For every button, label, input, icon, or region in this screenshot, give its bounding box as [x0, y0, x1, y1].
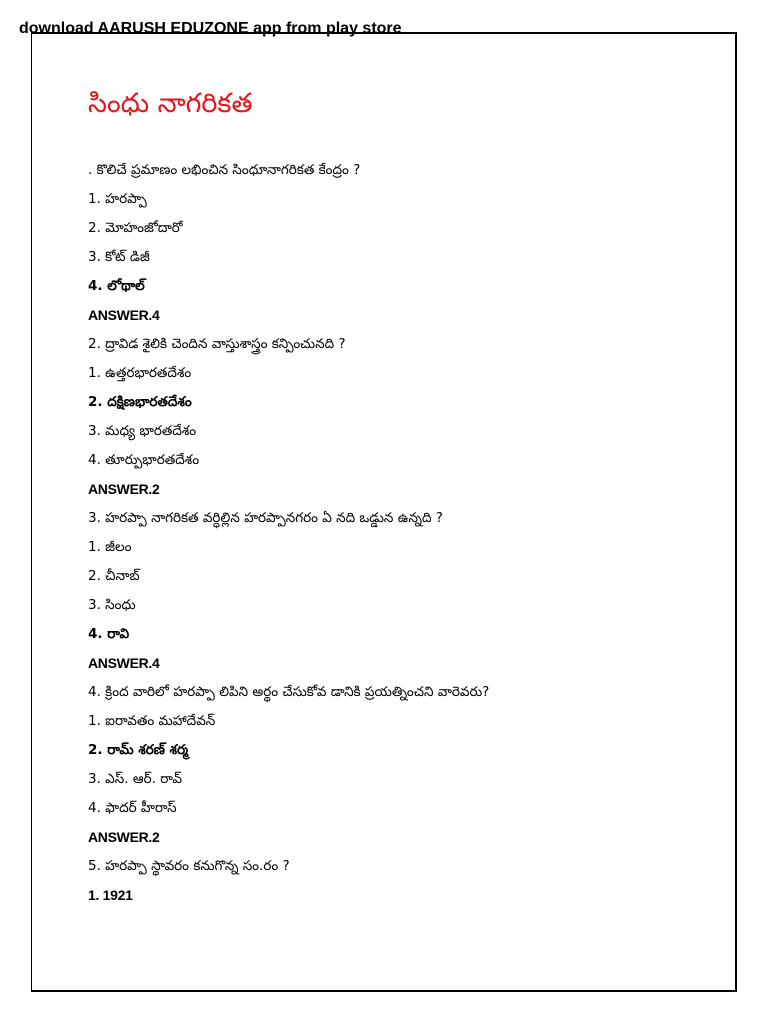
question-line: 2. ద్రావిడ శైలికి చెందిన వాస్తుశాస్త్రం కన్పించునది ?	[88, 336, 346, 352]
option-line: 4. తూర్పుభారతదేశం	[88, 452, 200, 468]
option-line: 2. చీనాబ్	[88, 568, 140, 584]
question-line: 3. హరప్పా నాగరికత వర్ధిల్లిన హరప్పానగరం ఏ నది ఒడ్డున ఉన్నది ?	[88, 510, 443, 526]
answer-line: ANSWER.4	[88, 307, 160, 323]
option-line: 3. మధ్య భారతదేశం	[88, 423, 197, 439]
correct-option-line: 2. రామ్ శరణ్ శర్మ	[88, 742, 189, 758]
option-line: 1. 1921	[88, 887, 133, 903]
answer-line: ANSWER.2	[88, 481, 160, 497]
option-line: 1. జీలం	[88, 539, 132, 555]
correct-option-line: 4. రావి	[88, 626, 130, 642]
option-line: 3. సింధు	[88, 597, 136, 613]
question-line: 5. హరప్పా స్థావరం కనుగొన్న సం.రం ?	[88, 858, 290, 874]
question-line: . కొలిచే ప్రమాణం లభించిన సింధూనాగరికత కేంద్రం ?	[88, 162, 361, 178]
option-line: 1. హరప్పా	[88, 191, 147, 207]
header-banner: download AARUSH EDUZONE app from play store	[19, 20, 402, 37]
correct-option-line: 2. దక్షిణభారతదేశం	[88, 394, 192, 410]
correct-option-line: 4. లోథాల్	[88, 278, 145, 294]
document-title: సింధు నాగరికత	[88, 88, 253, 119]
option-line: 3. కోట్ డిజీ	[88, 249, 150, 265]
answer-line: ANSWER.2	[88, 829, 160, 845]
option-line: 2. మోహంజోదారో	[88, 220, 183, 236]
question-line: 4. క్రింద వారిలో హరప్పా లిపిని అర్థం చేసుకోవ డానికి ప్రయత్నించని వారెవరు?	[88, 684, 490, 700]
option-line: 1. ఐరావతం మహాదేవన్	[88, 713, 216, 729]
option-line: 3. ఎస్. ఆర్. రావ్	[88, 771, 182, 787]
option-line: 1. ఉత్తరభారతదేశం	[88, 365, 192, 381]
answer-line: ANSWER.4	[88, 655, 160, 671]
question-list	[88, 156, 708, 910]
option-line: 4. ఫాదర్ హీరాస్	[88, 800, 177, 816]
